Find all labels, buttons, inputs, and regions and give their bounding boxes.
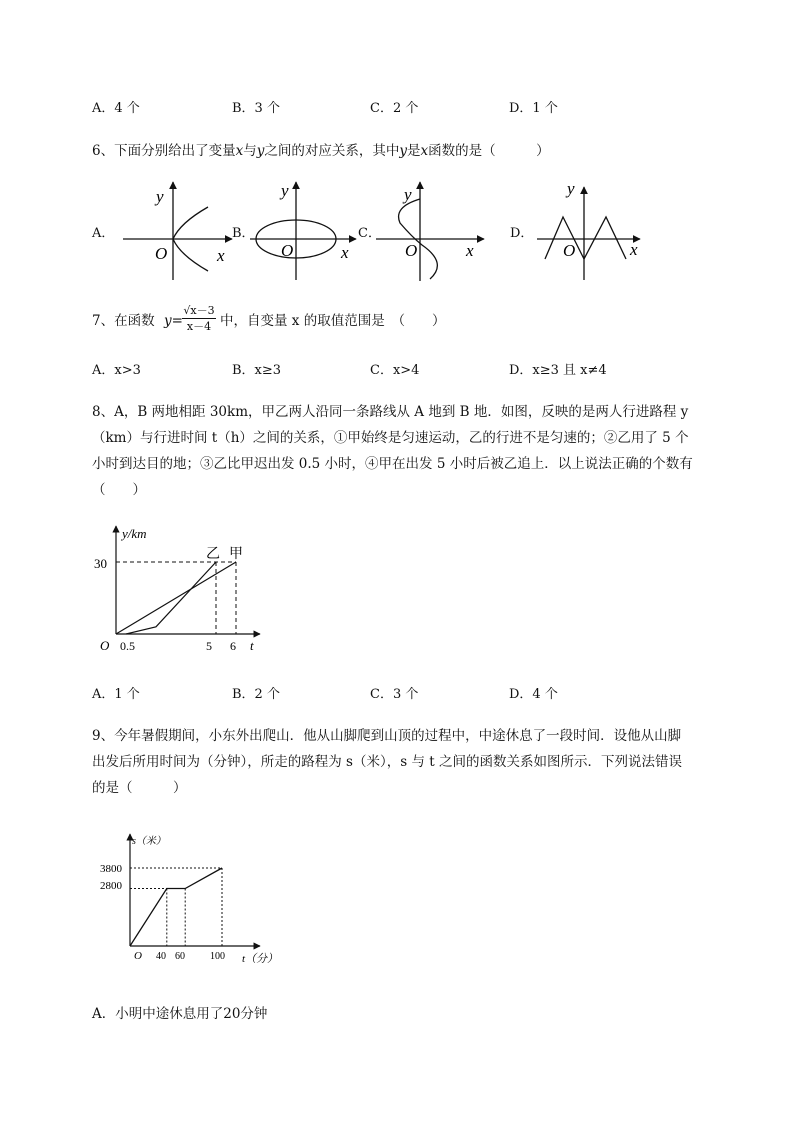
q6d-origin: O: [563, 241, 576, 260]
q8-option-c: C．3 个: [370, 687, 419, 702]
q6-mid3: 是: [407, 143, 421, 159]
q6-var-x2: x: [420, 143, 429, 159]
q6-label-a: A．: [92, 226, 115, 241]
q6-pre: 6、下面分别给出了变量: [92, 143, 236, 159]
q6c-y-label: y: [404, 185, 412, 204]
q9-line-1: 9、今年暑假期间，小东外出爬山．他从山脚爬到山顶的过程中，中途休息了一段时间．设他从山脚: [92, 728, 682, 744]
q7-denominator: x－4: [186, 320, 212, 333]
q8-option-a: A．1 个: [92, 687, 140, 702]
q8-line-3: 小时到达目的地；③乙比甲迟出发 0.5 小时，④甲在出发 5 小时后被乙追上．以上说法正确的个数有: [92, 456, 693, 472]
q7-func: y=: [164, 313, 183, 329]
q6b-x-label: x: [341, 243, 349, 262]
q6a-y-label: y: [156, 187, 164, 206]
q7-pre: 7、在函数: [92, 313, 155, 329]
q7-fraction: [182, 304, 216, 333]
q8-x-tick-6: 6: [230, 639, 236, 653]
q8-line-4: （ ）: [92, 482, 146, 498]
q9-series-s: [130, 868, 222, 946]
q8-x-tick-5: 5: [206, 639, 212, 653]
q5-option-d: D．1 个: [509, 101, 558, 116]
q6-mid2: 之间的对应关系，其中: [264, 143, 400, 159]
q6b-origin: O: [281, 241, 294, 260]
q9-y-tick-3800: 3800: [100, 863, 122, 875]
q8-series-jia: [116, 562, 236, 634]
q9-y-tick-2800: 2800: [100, 880, 122, 892]
q6d-zigzag: [545, 217, 626, 259]
q9-origin: O: [134, 950, 142, 962]
q6-var-x1: x: [235, 143, 244, 159]
q9-graph: [92, 828, 292, 978]
q8-x-label: t: [250, 638, 254, 653]
q5-option-b: B．3 个: [232, 101, 280, 116]
q6-label-c: C．: [358, 226, 381, 241]
q8-label-jia: 甲: [229, 547, 243, 562]
q7-option-b: B．x≥3: [232, 363, 282, 378]
q8-x-tick-05: 0.5: [120, 639, 135, 653]
q9-line-3: 的是（ ）: [92, 780, 187, 796]
q7-option-a: A．x>3: [92, 363, 141, 378]
q8-series-yi: [126, 562, 216, 634]
q6-var-y2: y: [399, 143, 407, 159]
q6d-y-label: y: [567, 179, 575, 198]
q6-graphs: [0, 175, 794, 295]
q6c-origin: O: [405, 241, 418, 260]
q7-option-d: D．x≥3 且 x≠4: [509, 363, 607, 378]
q6-var-y1: y: [256, 143, 265, 159]
q5-option-c: C．2 个: [370, 101, 419, 116]
q9-x-label: t（分）: [242, 953, 279, 965]
q8-y-label: y/km: [122, 526, 147, 541]
q6a-x-label: x: [217, 246, 225, 265]
q8-line-1: 8、A，B 两地相距 30km，甲乙两人沿同一条路线从 A 地到 B 地．如图，反映的是两人行进路程 y: [92, 404, 689, 420]
q8-option-d: D．4 个: [509, 687, 558, 702]
q9-line-2: 出发后所用时间为（分钟），所走的路程为 s（米），s 与 t 之间的函数关系如图所示．下列说法错误: [92, 754, 682, 770]
q9-option-a: A．小明中途休息用了20分钟: [92, 1006, 268, 1022]
q6d-x-label: x: [630, 240, 638, 259]
q7-numerator: √x－3: [183, 304, 215, 317]
q9-y-label: s（米）: [132, 836, 166, 847]
q7-post: 中，自变量 x 的取值范围是 （ ）: [220, 313, 446, 329]
q9-x-tick-100: 100: [210, 951, 225, 962]
q9-x-tick-40: 40: [156, 951, 166, 962]
q6b-y-label: y: [281, 181, 289, 200]
q6-mid1: 与: [243, 143, 257, 159]
q6-question: [92, 142, 550, 160]
q8-label-yi: 乙: [206, 547, 220, 562]
q9-x-tick-60: 60: [175, 951, 185, 962]
q6-label-d: D．: [510, 226, 534, 241]
q6a-origin: O: [155, 244, 168, 263]
q6c-x-label: x: [466, 241, 474, 260]
q8-line-2: （km）与行进时间 t（h）之间的关系，①甲始终是匀速运动，乙的行进不是匀速的；②乙用了 5 个: [92, 430, 689, 446]
q7-option-c: C．x>4: [370, 363, 420, 378]
q6-label-b: B．: [232, 226, 255, 241]
q8-y-tick-30: 30: [94, 556, 107, 571]
q8-origin: O: [100, 638, 110, 653]
q5-option-a: A．4 个: [92, 101, 140, 116]
q8-graph: [90, 518, 270, 668]
q8-option-b: B．2 个: [232, 687, 280, 702]
q6-post: 函数的是（ ）: [428, 143, 550, 159]
